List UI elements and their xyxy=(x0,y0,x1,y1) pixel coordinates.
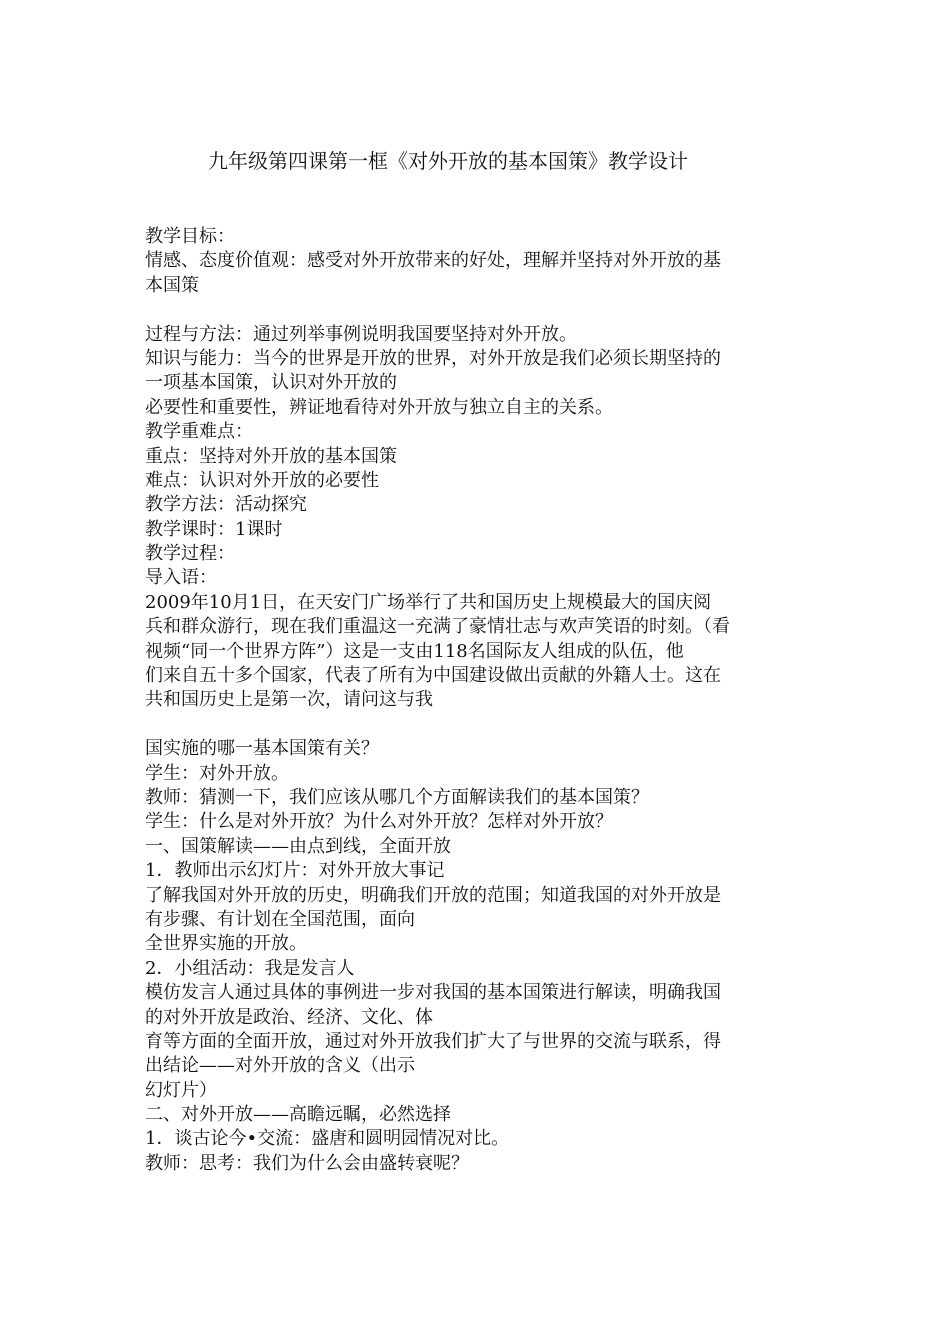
text-line: 1．谈古论今•交流：盛唐和圆明园情况对比。 xyxy=(145,1128,510,1150)
text-line: 出结论——对外开放的含义（出示 xyxy=(145,1055,415,1077)
text-line: 必要性和重要性，辨证地看待对外开放与独立自主的关系。 xyxy=(145,396,613,418)
text-line: 一、国策解读——由点到线，全面开放 xyxy=(145,835,451,857)
text-line: 了解我国对外开放的历史，明确我们开放的范围；知道我国的对外开放是 xyxy=(145,884,721,906)
text-line: 情感、态度价值观：感受对外开放带来的好处，理解并坚持对外开放的基 xyxy=(145,250,721,272)
text-line: 教学过程： xyxy=(145,543,235,565)
text-line: 学生：对外开放。 xyxy=(145,762,289,784)
text-line: 1．教师出示幻灯片：对外开放大事记 xyxy=(145,860,445,882)
text-line: 教师：猜测一下，我们应该从哪几个方面解读我们的基本国策？ xyxy=(145,786,649,808)
text-line: 一项基本国策，认识对外开放的 xyxy=(145,372,397,394)
text-line: 的对外开放是政治、经济、文化、体 xyxy=(145,1006,433,1028)
text-line: 全世界实施的开放。 xyxy=(145,933,307,955)
document-body xyxy=(145,225,813,1176)
text-line: 教学目标： xyxy=(145,226,235,247)
text-line: 过程与方法：通过列举事例说明我国要坚持对外开放。 xyxy=(145,323,577,345)
text-line: 国实施的哪一基本国策有关？ xyxy=(145,738,379,760)
text-line: 导入语： xyxy=(145,567,217,589)
text-line: 们来自五十多个国家，代表了所有为中国建设做出贡献的外籍人士。这在 xyxy=(145,665,721,687)
blank-line xyxy=(145,713,813,737)
text-line: 幻灯片） xyxy=(145,1079,217,1101)
text-line: 本国策 xyxy=(145,274,199,296)
text-line: 2．小组活动：我是发言人 xyxy=(145,957,355,979)
text-line: 有步骤、有计划在全国范围，面向 xyxy=(145,908,415,930)
text-line: 育等方面的全面开放，通过对外开放我们扩大了与世界的交流与联系，得 xyxy=(145,1030,721,1052)
text-line: 知识与能力：当今的世界是开放的世界，对外开放是我们必须长期坚持的 xyxy=(145,347,721,369)
text-line: 2009年10月1日，在天安门广场举行了共和国历史上规模最大的国庆阅 xyxy=(145,591,712,613)
text-line: 兵和群众游行，现在我们重温这一充满了豪情壮志与欢声笑语的时刻。（看 xyxy=(145,616,730,638)
text-line: 重点：坚持对外开放的基本国策 xyxy=(145,445,397,467)
document-title: 九年级第四课第一框《对外开放的基本国策》教学设计 xyxy=(208,149,688,173)
text-line: 模仿发言人通过具体的事例进一步对我国的基本国策进行解读，明确我国 xyxy=(145,982,721,1004)
text-line: 教师：思考：我们为什么会由盛转衰呢？ xyxy=(145,1152,469,1174)
blank-line xyxy=(145,298,813,322)
text-line: 二、对外开放——高瞻远瞩，必然选择 xyxy=(145,1104,451,1126)
text-line: 教学课时：1课时 xyxy=(145,518,283,540)
text-line: 共和国历史上是第一次，请问这与我 xyxy=(145,689,433,711)
text-line: 教学方法：活动探究 xyxy=(145,494,307,516)
text-line: 教学重难点： xyxy=(145,421,253,443)
text-line: 难点：认识对外开放的必要性 xyxy=(145,469,379,491)
text-line: 视频“同一个世界方阵”）这是一支由118名国际友人组成的队伍，他 xyxy=(145,640,684,662)
text-line: 学生：什么是对外开放？为什么对外开放？怎样对外开放？ xyxy=(145,811,613,833)
